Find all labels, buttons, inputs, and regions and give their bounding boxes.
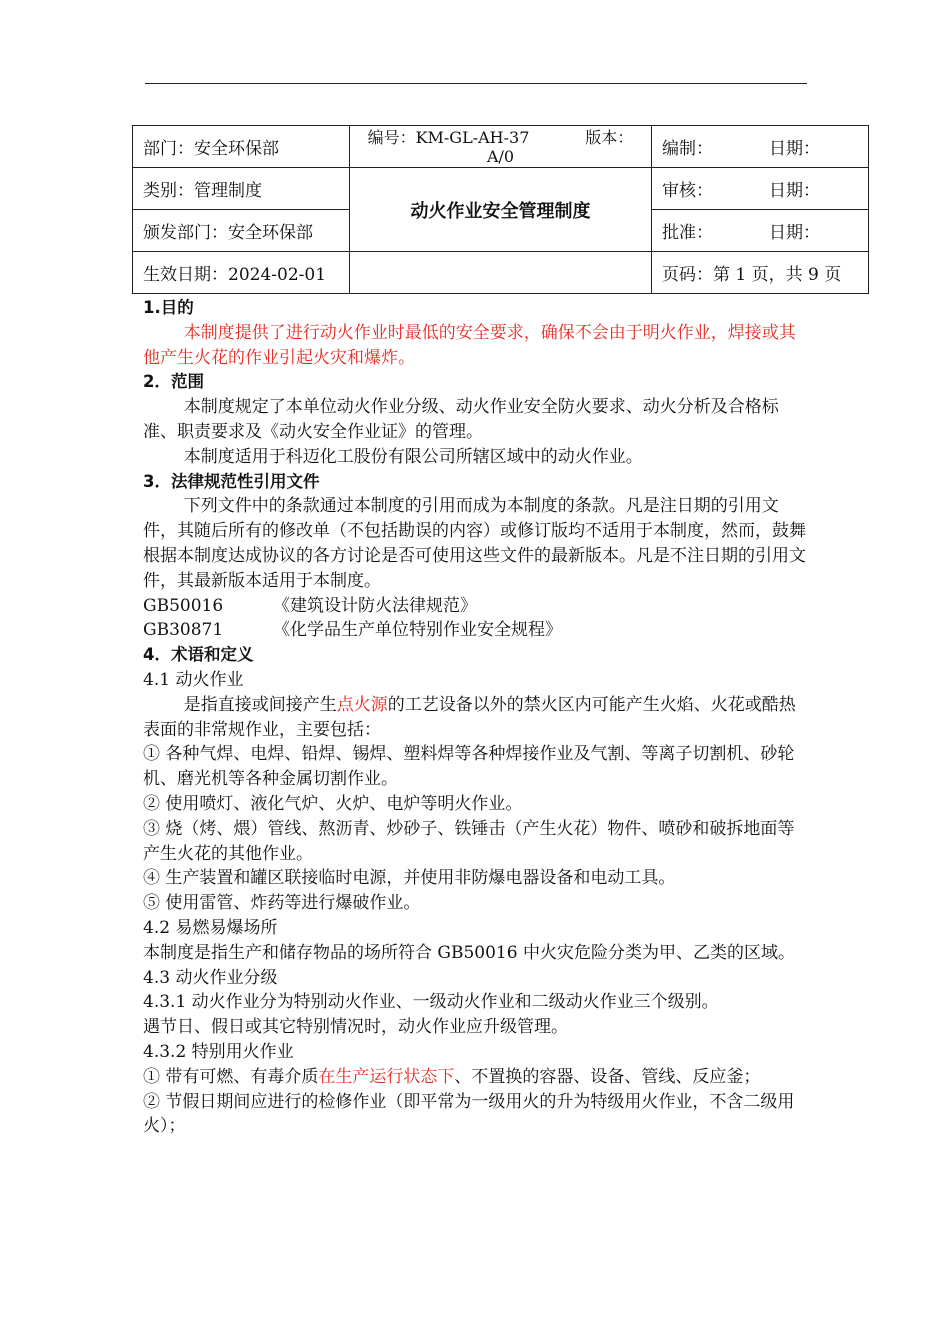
category-cell: 类别：管理制度	[133, 168, 350, 210]
document-header-table	[132, 125, 869, 294]
list-item-2: ② 使用喷灯、液化气炉、火炉、电炉等明火作业。	[143, 793, 523, 814]
section-4-3-2-heading: 4.3.2 特别用火作业	[143, 1041, 294, 1062]
text-run: 是指直接或间接产生	[183, 694, 337, 715]
issuer-cell: 颁发部门：安全环保部	[133, 210, 350, 252]
section-4-2-heading: 4.2 易燃易爆场所	[143, 917, 278, 938]
list-item-3: ③ 烧（烤、煨）管线、熬沥青、炒砂子、铁锤击（产生火花）物件、喷砂和破拆地面等产生火花的其他作业。	[143, 818, 795, 864]
editor-date-label: 日期：	[769, 139, 820, 159]
approver-cell	[652, 210, 869, 252]
section-4-1-paragraph	[143, 693, 811, 743]
reference-2-name: 《化学品生产单位特别作业安全规程》	[273, 620, 562, 641]
number-version-cell	[350, 126, 652, 168]
version-value: A/0	[486, 146, 515, 166]
section-4-heading: 4．术语和定义	[143, 645, 254, 665]
doc-number: 编号：KM-GL-AH-37	[367, 127, 530, 147]
section-4-2-paragraph: 本制度是指生产和储存物品的场所符合 GB50016 中火灾危险分类为甲、乙类的区域。	[143, 942, 795, 963]
effective-date-cell: 生效日期：2024-02-01	[133, 252, 350, 294]
page-info-cell: 页码：第 1 页，共 9 页	[652, 252, 869, 294]
empty-cell	[350, 252, 652, 294]
section-4-3-1-paragraph-2: 遇节日、假日或其它特别情况时，动火作业应升级管理。	[143, 1017, 568, 1038]
editor-cell	[652, 126, 869, 168]
section-4-3-2-item-2: ② 节假日期间应进行的检修作业（即平常为一级用火的升为特级用火作业，不含二级用火）；	[143, 1091, 795, 1137]
text-run: ① 带有可燃、有毒介质	[143, 1066, 319, 1087]
reviewer-cell	[652, 168, 869, 210]
reference-1	[143, 594, 811, 619]
approver-date-label: 日期：	[769, 223, 820, 243]
section-4-1-heading: 4.1 动火作业	[143, 669, 244, 690]
list-item-5: ⑤ 使用雷管、炸药等进行爆破作业。	[143, 893, 421, 914]
reference-2-code: GB30871	[143, 620, 224, 641]
document-body	[143, 296, 811, 1139]
approver-label: 批准：	[662, 223, 713, 243]
text-run: 的工艺设备以外的禁火区内可能产生火焰、火花或酷热表面的非常规作业，主要包括：	[143, 694, 796, 740]
editor-label: 编制：	[662, 139, 713, 159]
section-3-heading: 3．法律规范性引用文件	[143, 471, 320, 491]
header-rule	[145, 83, 807, 84]
section-3-paragraph: 下列文件中的条款通过本制度的引用而成为本制度的条款。凡是注日期的引用文件，其随后所有的修改单（不包括勘误的内容）或修订版均不适用于本制度，然而，鼓舞根据本制度达成协议的各方讨论是否可使用这些文件的最新版本。凡是不注日期的引用文件，其最新版本适用于本制度。	[143, 496, 806, 591]
section-4-3-1-paragraph-1: 4.3.1 动火作业分为特别动火作业、一级动火作业和二级动火作业三个级别。	[143, 992, 719, 1013]
document-title: 动火作业安全管理制度	[350, 168, 652, 252]
section-2-paragraph-1: 本制度规定了本单位动火作业分级、动火作业安全防火要求、动火分析及合格标准、职责要求及《动火安全作业证》的管理。	[143, 397, 779, 442]
section-1-heading: 1.目的	[143, 298, 194, 317]
highlight-operating-state: 在生产运行状态下	[318, 1066, 455, 1087]
reference-2	[143, 618, 811, 643]
reviewer-date-label: 日期：	[769, 181, 820, 201]
reference-1-code: GB50016	[143, 595, 224, 616]
reference-1-name: 《建筑设计防火法律规范》	[273, 595, 477, 616]
list-item-1: ① 各种气焊、电焊、铅焊、锡焊、塑料焊等各种焊接作业及气割、等离子切割机、砂轮机、磨光机等各种金属切割作业。	[143, 744, 795, 790]
list-item-4: ④ 生产装置和罐区联接临时电源，并使用非防爆电器设备和电动工具。	[143, 868, 676, 889]
section-4-3-2-item-1	[143, 1065, 811, 1090]
highlight-ignition-source: 点火源	[336, 694, 388, 715]
section-2-paragraph-2: 本制度适用于科迈化工股份有限公司所辖区域中的动火作业。	[183, 446, 643, 467]
reviewer-label: 审核：	[662, 181, 713, 201]
dept-cell: 部门：安全环保部	[133, 126, 350, 168]
version-label: 版本：	[585, 127, 634, 147]
section-2-heading: 2．范围	[143, 372, 204, 392]
text-run: 、不置换的容器、设备、管线、反应釜；	[454, 1066, 761, 1087]
section-1-paragraph: 本制度提供了进行动火作业时最低的安全要求，确保不会由于明火作业，焊接或其他产生火花的作业引起火灾和爆炸。	[143, 322, 796, 368]
section-4-3-heading: 4.3 动火作业分级	[143, 967, 278, 988]
